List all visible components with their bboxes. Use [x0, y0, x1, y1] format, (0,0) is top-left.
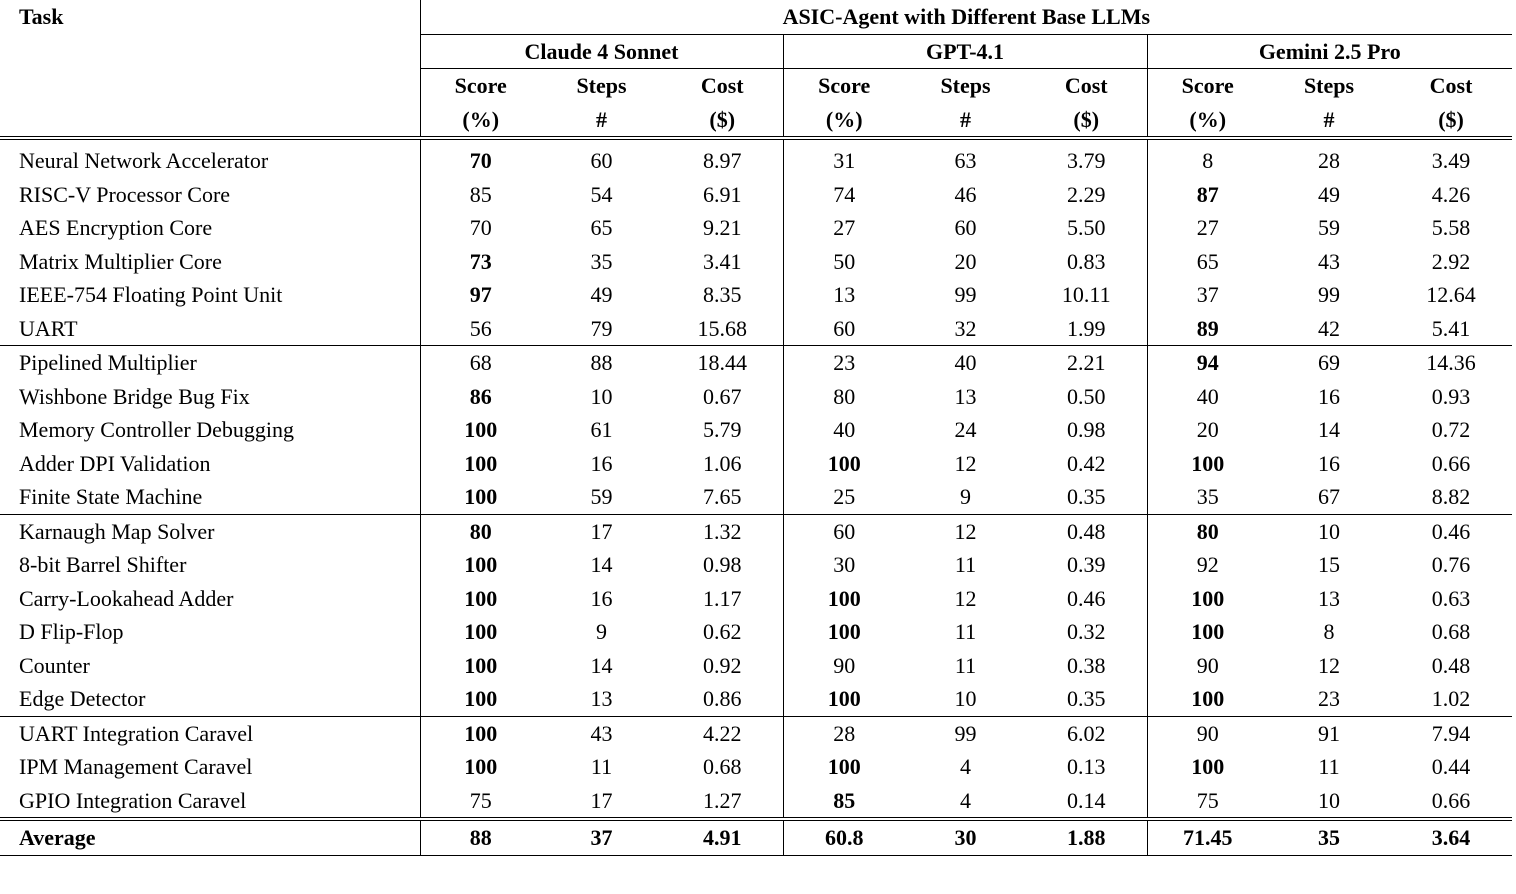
- value-cell: 60: [783, 312, 905, 346]
- value-cell: 2.92: [1431, 248, 1471, 274]
- table-row: [0, 682, 1512, 716]
- task-header-spacer: [0, 103, 420, 139]
- value-cell: 0.48: [1067, 518, 1106, 544]
- value-cell: 74: [783, 178, 905, 212]
- value-cell: 100: [1147, 582, 1268, 616]
- value-cell: 100: [783, 615, 905, 649]
- task-cell: Wishbone Bridge Bug Fix: [19, 383, 250, 409]
- task-cell: Pipelined Multiplier: [19, 350, 197, 375]
- task-cell: RISC-V Processor Core: [19, 181, 231, 207]
- table-row: [0, 548, 1512, 582]
- value-cell: 25: [783, 480, 905, 514]
- value-cell: 65: [590, 215, 613, 240]
- value-cell: 99: [954, 720, 977, 746]
- value-cell: 100: [420, 615, 541, 649]
- value-cell: 11: [954, 652, 977, 678]
- table-row: [0, 649, 1512, 683]
- table-row: [0, 615, 1512, 649]
- value-cell: 100: [1147, 447, 1268, 481]
- value-cell: 100: [420, 582, 541, 616]
- table-header: [0, 0, 1512, 138]
- value-cell: 0.66: [1431, 450, 1471, 476]
- metric-unit: (%): [420, 103, 541, 139]
- value-cell: 11: [590, 754, 613, 779]
- metric-header: Steps: [940, 73, 991, 98]
- value-cell: 4: [960, 754, 971, 779]
- value-cell: 1.99: [1026, 312, 1147, 346]
- value-cell: 70: [420, 211, 541, 245]
- value-cell: 54: [590, 181, 613, 207]
- value-cell: 99: [1318, 282, 1340, 307]
- metric-unit: ($): [1026, 103, 1147, 139]
- value-cell: 9.21: [703, 215, 742, 240]
- value-cell: 0.63: [1431, 585, 1471, 611]
- value-cell: 92: [1147, 548, 1268, 582]
- value-cell: 90: [783, 649, 905, 683]
- value-cell: 75: [1147, 784, 1268, 820]
- value-cell: 4.22: [703, 720, 742, 746]
- value-cell: 12: [954, 518, 977, 544]
- task-header-spacer: [0, 69, 420, 103]
- value-cell: 73: [420, 245, 541, 279]
- value-cell: 28: [783, 716, 905, 750]
- table-row: [0, 211, 1512, 245]
- value-cell: 80: [783, 380, 905, 414]
- value-cell: 3.41: [703, 248, 742, 274]
- value-cell: 100: [420, 649, 541, 683]
- value-cell: 100: [420, 548, 541, 582]
- value-cell: 49: [1318, 181, 1340, 207]
- metric-header: Cost: [1429, 73, 1473, 98]
- task-cell: Finite State Machine: [0, 480, 420, 514]
- value-cell: 59: [1318, 215, 1340, 240]
- value-cell: 0.86: [662, 682, 783, 716]
- task-cell: AES Encryption Core: [19, 215, 213, 240]
- value-cell: 0.93: [1431, 383, 1471, 409]
- task-cell: Karnaugh Map Solver: [19, 518, 215, 544]
- table-row: [0, 447, 1512, 481]
- value-cell: 37: [1147, 278, 1268, 312]
- value-cell: 30: [783, 548, 905, 582]
- value-cell: 16: [590, 450, 613, 476]
- value-cell: 100: [783, 750, 905, 784]
- value-cell: 100: [1147, 750, 1268, 784]
- metric-header: Score: [1147, 69, 1268, 103]
- group-title: ASIC-Agent with Different Base LLMs: [420, 0, 1512, 34]
- task-cell: Adder DPI Validation: [19, 450, 211, 476]
- value-cell: 8.35: [703, 282, 742, 307]
- value-cell: 0.46: [1067, 585, 1106, 611]
- average-value: 35: [1268, 819, 1390, 855]
- value-cell: 100: [420, 413, 541, 447]
- task-cell: Edge Detector: [0, 682, 420, 716]
- value-cell: 8: [1147, 138, 1268, 178]
- table-row: [0, 413, 1512, 447]
- value-cell: 1.32: [703, 518, 742, 544]
- value-cell: 8.82: [1390, 480, 1512, 514]
- value-cell: 85: [783, 784, 905, 820]
- value-cell: 59: [541, 480, 662, 514]
- value-cell: 46: [954, 181, 977, 207]
- value-cell: 43: [590, 720, 613, 746]
- value-cell: 16: [1318, 450, 1340, 476]
- table-row: [0, 312, 1512, 346]
- value-cell: 7.94: [1431, 720, 1471, 746]
- value-cell: 9: [905, 480, 1026, 514]
- task-cell: IEEE-754 Floating Point Unit: [19, 282, 283, 307]
- value-cell: 56: [420, 312, 541, 346]
- value-cell: 11: [954, 552, 977, 577]
- task-cell: Counter: [19, 652, 90, 678]
- value-cell: 100: [420, 750, 541, 784]
- value-cell: 100: [420, 447, 541, 481]
- value-cell: 0.72: [1431, 417, 1471, 442]
- value-cell: 3.49: [1431, 148, 1471, 173]
- table-body: [0, 138, 1512, 855]
- model-header: Gemini 2.5 Pro: [1147, 34, 1512, 69]
- value-cell: 23: [1268, 682, 1390, 716]
- value-cell: 79: [541, 312, 662, 346]
- table-row: [0, 138, 1512, 178]
- value-cell: 4: [960, 787, 971, 813]
- value-cell: 2.21: [1067, 350, 1106, 375]
- table-row: [0, 480, 1512, 514]
- task-header-spacer: [0, 34, 420, 69]
- value-cell: 87: [1147, 178, 1268, 212]
- value-cell: 40: [783, 413, 905, 447]
- value-cell: 20: [954, 248, 977, 274]
- value-cell: 10.11: [1061, 282, 1111, 307]
- value-cell: 0.68: [703, 754, 742, 779]
- value-cell: 28: [1318, 148, 1340, 173]
- value-cell: 18.44: [697, 350, 747, 375]
- value-cell: 0.39: [1067, 552, 1106, 577]
- value-cell: 3.79: [1067, 148, 1106, 173]
- value-cell: 16: [1318, 383, 1340, 409]
- value-cell: 6.02: [1067, 720, 1106, 746]
- table-row: [0, 245, 1512, 279]
- value-cell: 20: [1147, 413, 1268, 447]
- value-cell: 10: [590, 383, 613, 409]
- value-cell: 5.58: [1431, 215, 1471, 240]
- value-cell: 0.98: [1067, 417, 1106, 442]
- value-cell: 50: [783, 245, 905, 279]
- metric-header: Cost: [700, 73, 744, 98]
- value-cell: 94: [1147, 346, 1268, 380]
- value-cell: 24: [954, 417, 977, 442]
- value-cell: 65: [1147, 245, 1268, 279]
- value-cell: 0.50: [1067, 383, 1106, 409]
- value-cell: 8: [1323, 619, 1335, 644]
- value-cell: 35: [1147, 480, 1268, 514]
- table-row: [0, 716, 1512, 750]
- metric-header: Score: [783, 69, 905, 103]
- value-cell: 97: [420, 278, 541, 312]
- metric-header: Cost: [1064, 73, 1108, 98]
- value-cell: 61: [590, 417, 613, 442]
- value-cell: 6.91: [703, 181, 742, 207]
- task-cell: 8-bit Barrel Shifter: [19, 552, 187, 577]
- value-cell: 42: [1268, 312, 1390, 346]
- value-cell: 89: [1147, 312, 1268, 346]
- value-cell: 7.65: [662, 480, 783, 514]
- value-cell: 90: [1147, 716, 1268, 750]
- value-cell: 1.02: [1390, 682, 1512, 716]
- task-cell: Memory Controller Debugging: [19, 417, 294, 442]
- metric-header: Steps: [576, 73, 627, 98]
- value-cell: 12.64: [1426, 282, 1476, 307]
- value-cell: 0.92: [703, 652, 742, 678]
- value-cell: 16: [590, 585, 613, 611]
- value-cell: 80: [420, 514, 541, 548]
- table-row: [0, 582, 1512, 616]
- value-cell: 32: [905, 312, 1026, 346]
- value-cell: 0.35: [1026, 480, 1147, 514]
- metric-unit: #: [905, 103, 1026, 139]
- average-value: 71.45: [1147, 819, 1268, 855]
- model-header: Claude 4 Sonnet: [420, 34, 783, 69]
- table-row: [0, 178, 1512, 212]
- value-cell: 100: [783, 682, 905, 716]
- task-cell: D Flip-Flop: [19, 619, 124, 644]
- table-row: [0, 750, 1512, 784]
- value-cell: 31: [783, 138, 905, 178]
- value-cell: 60: [590, 148, 613, 173]
- value-cell: 35: [590, 248, 613, 274]
- value-cell: 100: [783, 447, 905, 481]
- value-cell: 0.98: [703, 552, 742, 577]
- table-row: [0, 514, 1512, 548]
- value-cell: 11: [954, 619, 977, 644]
- metric-unit: (%): [783, 103, 905, 139]
- value-cell: 10: [905, 682, 1026, 716]
- task-cell: Neural Network Accelerator: [19, 148, 269, 173]
- value-cell: 100: [420, 682, 541, 716]
- value-cell: 80: [1147, 514, 1268, 548]
- table-row: [0, 784, 1512, 820]
- value-cell: 13: [1318, 585, 1340, 611]
- value-cell: 0.62: [703, 619, 742, 644]
- average-value: 3.64: [1390, 819, 1512, 855]
- value-cell: 85: [420, 178, 541, 212]
- average-value: 60.8: [783, 819, 905, 855]
- value-cell: 1.27: [703, 787, 742, 813]
- task-header: Task: [19, 4, 64, 29]
- average-value: 4.91: [662, 819, 783, 855]
- metric-unit: #: [541, 103, 662, 139]
- value-cell: 100: [420, 480, 541, 514]
- value-cell: 100: [1147, 682, 1268, 716]
- value-cell: 12: [1318, 652, 1340, 678]
- value-cell: 90: [1147, 649, 1268, 683]
- value-cell: 1.06: [703, 450, 742, 476]
- table-row: [0, 380, 1512, 414]
- value-cell: 0.35: [1026, 682, 1147, 716]
- value-cell: 69: [1318, 350, 1340, 375]
- value-cell: 0.42: [1067, 450, 1106, 476]
- metric-header: Steps: [1303, 73, 1355, 98]
- value-cell: 10: [1318, 518, 1340, 544]
- value-cell: 68: [420, 346, 541, 380]
- value-cell: 91: [1318, 720, 1340, 746]
- metric-unit: ($): [662, 103, 783, 139]
- task-cell: GPIO Integration Caravel: [19, 787, 247, 813]
- value-cell: 23: [783, 346, 905, 380]
- value-cell: 15: [1318, 552, 1340, 577]
- metric-unit: (%): [1147, 103, 1268, 139]
- value-cell: 5.41: [1390, 312, 1512, 346]
- value-cell: 27: [1147, 211, 1268, 245]
- metric-unit: ($): [1390, 103, 1512, 139]
- value-cell: 67: [1268, 480, 1390, 514]
- value-cell: 100: [420, 716, 541, 750]
- value-cell: 0.66: [1431, 787, 1471, 813]
- average-value: 1.88: [1026, 819, 1147, 855]
- value-cell: 14: [1318, 417, 1340, 442]
- value-cell: 12: [954, 585, 977, 611]
- value-cell: 100: [1147, 615, 1268, 649]
- value-cell: 12: [954, 450, 977, 476]
- value-cell: 14: [590, 652, 613, 678]
- task-cell: Matrix Multiplier Core: [19, 248, 222, 274]
- value-cell: 70: [420, 138, 541, 178]
- value-cell: 60: [954, 215, 977, 240]
- value-cell: 0.68: [1431, 619, 1471, 644]
- value-cell: 8.97: [703, 148, 742, 173]
- value-cell: 63: [954, 148, 977, 173]
- value-cell: 0.38: [1067, 652, 1106, 678]
- value-cell: 0.32: [1067, 619, 1106, 644]
- average-value: 37: [541, 819, 662, 855]
- value-cell: 0.83: [1067, 248, 1106, 274]
- value-cell: 0.67: [703, 383, 742, 409]
- value-cell: 11: [1318, 754, 1340, 779]
- value-cell: 13: [954, 383, 977, 409]
- average-value: 88: [420, 819, 541, 855]
- task-cell: Carry-Lookahead Adder: [19, 585, 234, 611]
- value-cell: 49: [590, 282, 613, 307]
- value-cell: 15.68: [662, 312, 783, 346]
- value-cell: 14.36: [1426, 350, 1476, 375]
- average-label: Average: [0, 819, 420, 855]
- average-row: [0, 819, 1512, 855]
- table-row: [0, 278, 1512, 312]
- value-cell: 0.44: [1431, 754, 1471, 779]
- value-cell: 0.13: [1067, 754, 1106, 779]
- average-value: 30: [905, 819, 1026, 855]
- model-header: GPT-4.1: [783, 34, 1147, 69]
- value-cell: 75: [420, 784, 541, 820]
- value-cell: 13: [541, 682, 662, 716]
- value-cell: 0.14: [1067, 787, 1106, 813]
- table-row: [0, 346, 1512, 380]
- value-cell: 40: [954, 350, 977, 375]
- value-cell: 5.79: [703, 417, 742, 442]
- task-cell: UART Integration Caravel: [19, 720, 254, 746]
- value-cell: 2.29: [1067, 181, 1106, 207]
- value-cell: 60: [783, 514, 905, 548]
- value-cell: 40: [1147, 380, 1268, 414]
- value-cell: 4.26: [1431, 181, 1471, 207]
- value-cell: 14: [590, 552, 613, 577]
- value-cell: 99: [954, 282, 977, 307]
- value-cell: 1.17: [703, 585, 742, 611]
- value-cell: 10: [1318, 787, 1340, 813]
- value-cell: 88: [590, 350, 613, 375]
- value-cell: 100: [783, 582, 905, 616]
- task-cell: UART: [0, 312, 420, 346]
- value-cell: 9: [596, 619, 607, 644]
- value-cell: 86: [420, 380, 541, 414]
- value-cell: 17: [590, 787, 613, 813]
- value-cell: 13: [783, 278, 905, 312]
- value-cell: 0.48: [1431, 652, 1471, 678]
- value-cell: 43: [1318, 248, 1340, 274]
- value-cell: 27: [783, 211, 905, 245]
- value-cell: 17: [590, 518, 613, 544]
- value-cell: 5.50: [1067, 215, 1106, 240]
- value-cell: 0.76: [1431, 552, 1471, 577]
- task-cell: IPM Management Caravel: [19, 754, 253, 779]
- metric-unit: #: [1268, 103, 1390, 139]
- value-cell: 0.46: [1431, 518, 1471, 544]
- metric-header: Score: [420, 69, 541, 103]
